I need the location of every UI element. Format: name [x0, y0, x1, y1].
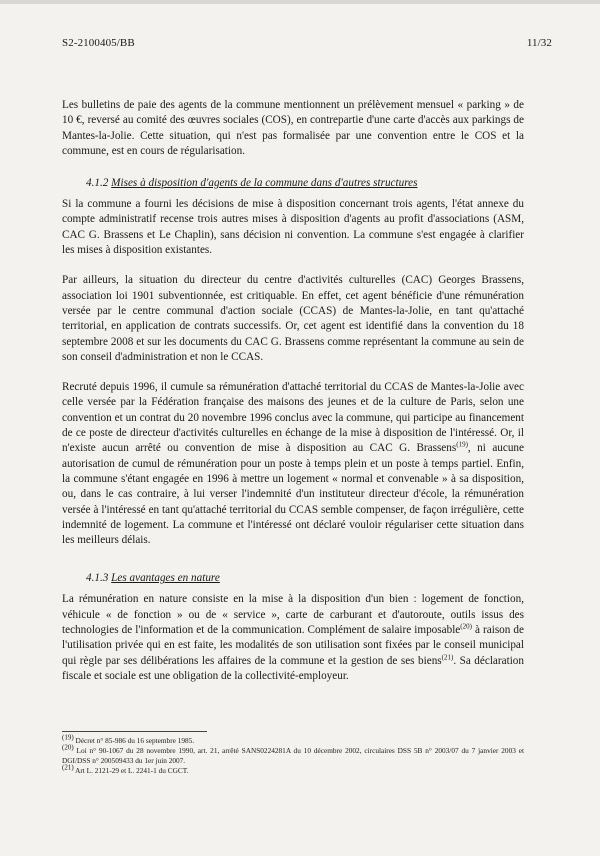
footnote-19: [62, 733, 524, 746]
paragraph-avantages-nature: [62, 592, 524, 684]
paragraph-text: Recruté depuis 1996, il cumule sa rémunération d'attaché territorial du CCAS de Mantes-la-Jolie avec celle versée par la Fédération française des maisons des jeunes et de la culture de Paris, selon une convention et un contrat du 20 novembre 1996 conclus avec la commune, qui participe au financement de ce poste de directeur d'activités culturelles en échange de la mise à disposition de l'intéressé. Or, il n'existe aucun arrêté ou convention de mise à disposition au CAC G. Brassens: [62, 381, 524, 455]
section-heading-4-1-2: [86, 177, 524, 189]
page-content: [62, 98, 524, 699]
footnote-mark: (19): [62, 733, 74, 742]
section-title: Mises à disposition d'agents de la commune dans d'autres structures: [111, 177, 418, 190]
footnote-ref-21: (21): [441, 652, 454, 661]
paragraph-text: La rémunération en nature consiste en la mise à la disposition d'un bien : logement de fonction, véhicule « de fonction » ou de « service », carte de carburant et d'autoroute, outils issus des technologies de l'information et de la communication. Complément de salaire imposable: [62, 593, 524, 637]
page-number: 11/32: [526, 37, 552, 49]
scan-edge: [0, 0, 600, 4]
footnote-21: [62, 763, 524, 776]
footnote-mark: (21): [62, 763, 74, 772]
footnote-20: [62, 743, 524, 766]
paragraph-parking: Les bulletins de paie des agents de la commune mentionnent un prélèvement mensuel « parking » de 10 €, reversé au comité des œuvres sociales (COS), en contrepartie d'une carte d'accès aux parkings de Mantes-la-Jolie. Cette situation, qui n'est pas formalisée par une convention entre le COS et la commune, est en cours de régularisation.: [62, 99, 524, 157]
footnote-text: Art L. 2121-29 et L. 2241-1 du CGCT.: [73, 766, 189, 775]
paragraph-text: à raison de l'utilisation privée qui en est faite, les modalités de son utilisation sont fixées par le conseil municipal qui règle par ses délibérations les affaires de la commune et la gestion de ses biens: [62, 624, 524, 667]
paragraph-directeur-cac: Par ailleurs, la situation du directeur du centre d'activités culturelles (CAC) Georges Brassens, association loi 1901 subventionnée, est critiquable. En effet, cet agent bénéficie d'une rémunération versée par le centre communal d'action sociale (CCAS) de Mantes-la-Jolie, en tant qu'attaché territorial, en application de contrats successifs. Or, cet agent est identifié dans la convention du 18 septembre 2008 et sur les documents du CAC G. Brassens comme représentant la commune au sein de son conseil d'administration et non le CCAS.: [62, 274, 524, 363]
footnotes: [62, 731, 524, 776]
paragraph-recrutement: [62, 380, 524, 548]
section-number: 4.1.3: [86, 572, 109, 585]
footnote-ref-19: (19): [456, 440, 468, 449]
section-heading-4-1-3: [86, 572, 524, 584]
footnote-text: Décret n° 85-986 du 16 septembre 1985.: [73, 736, 195, 745]
paragraph-text: . Sa déclaration fiscale et sociale est une obligation de la collectivité-employeur.: [62, 654, 524, 682]
section-number: 4.1.2: [86, 177, 109, 190]
footnote-text: Loi n° 90-1067 du 28 novembre 1990, art. 21, arrêté SANS0224281A du 10 décembre 2002, circulaires DSS 5B n° 2003/07 du 7 janvier 2003 et DGI/DSS n° 200509433 du 1er juin 2007.: [62, 746, 524, 765]
footnote-mark: (20): [62, 743, 74, 752]
paragraph-text: , ni aucune autorisation de cumul de rémunération pour un poste à temps plein et un poste à temps partiel. Enfin, la commune s'étant engagée en 1996 à mettre un logement « normal et convenable » à sa disposition, ou, dans le cas contraire, à lui verser l'indemnité d'un instituteur directeur d'école, la rémunération versée à l'intéressé en tant qu'attaché territorial du CCAS semble compenser, de façon irrégulière, cette indemnité de logement. La commune et l'intéressé ont déclaré vouloir régulariser cette situation dans les meilleurs délais.: [62, 442, 524, 547]
document-reference: S2-2100405/BB: [62, 37, 135, 49]
paragraph-mises-a-disposition: Si la commune a fourni les décisions de mise à disposition concernant trois agents, l'état annexe du compte administratif recense trois autres mises à disposition d'agents au profit d'associations (ASM, CAC G. Brassens et Le Chaplin), sans décision ni convention. La commune s'est engagée à clarifier les mises à disposition existantes.: [62, 198, 524, 257]
section-title: Les avantages en nature: [111, 572, 220, 585]
footnote-separator: [62, 731, 207, 732]
page-header: [62, 37, 552, 49]
footnote-ref-20: (20): [460, 622, 472, 631]
